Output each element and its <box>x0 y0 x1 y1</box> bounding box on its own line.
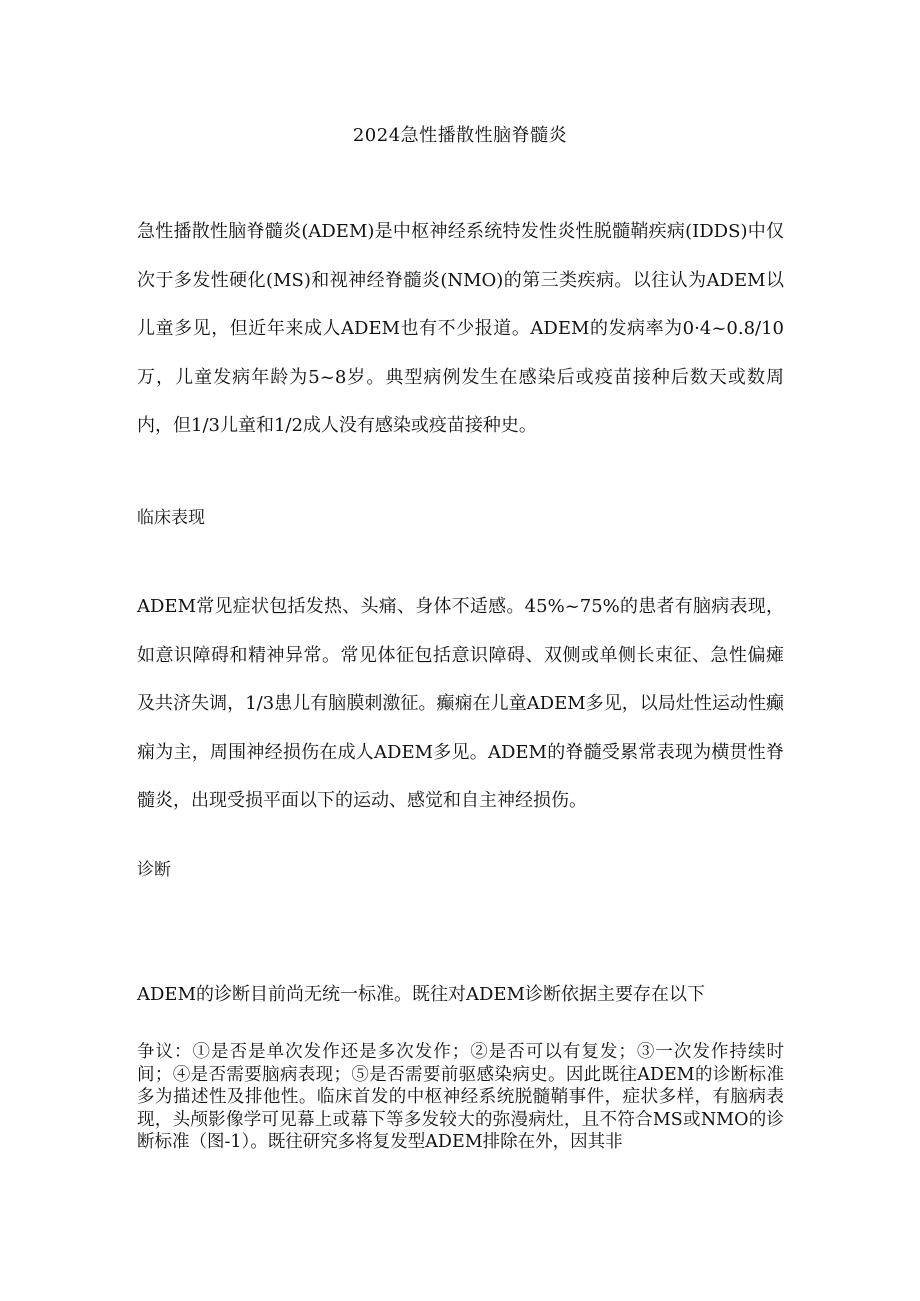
diagnosis-lead-paragraph: ADEM的诊断目前尚无统一标准。既往对ADEM诊断依据主要存在以下 <box>137 984 705 1005</box>
section-heading-diagnosis: 诊断 <box>137 860 171 880</box>
document-title: 2024急性播散性脑脊髓炎 <box>352 125 568 146</box>
clinical-paragraph: ADEM常见症状包括发热、头痛、身体不适感。45%~75%的患者有脑病表现，如意识障碍和精神异常。常见体征包括意识障碍、双侧或单侧长束征、急性偏瘫及共济失调，1/3患儿有脑膜刺激征。癫痫在儿童ADEM多见，以局灶性运动性癫痫为主，周围神经损伤在成人ADEM多见。ADEM的脊髓受累常表现为横贯性脊髓炎，出现受损平面以下的运动、感觉和自主神经损伤。 <box>137 596 784 811</box>
section-heading-clinical: 临床表现 <box>137 508 205 528</box>
intro-paragraph: 急性播散性脑脊髓炎(ADEM)是中枢神经系统特发性炎性脱髓鞘疾病(IDDS)中仅次于多发性硬化(MS)和视神经脊髓炎(NMO)的第三类疾病。以往认为ADEM以儿童多见，但近年来成人ADEM也有不少报道。ADEM的发病率为0·4~0.8/10万，儿童发病年龄为5~8岁。典型病例发生在感染后或疫苗接种后数天或数周内，但1/3儿童和1/2成人没有感染或疫苗接种史。 <box>137 221 784 436</box>
diagnosis-body-paragraph: 争议：①是否是单次发作还是多次发作；②是否可以有复发；③一次发作持续时间；④是否需要脑病表现；⑤是否需要前驱感染病史。因此既往ADEM的诊断标准多为描述性及排他性。临床首发的中枢神经系统脱髓鞘事件，症状多样，有脑病表现，头颅影像学可见幕上或幕下等多发较大的弥漫病灶，且不符合MS或NMO的诊断标准（图-1）。既往研究多将复发型ADEM排除在外，因其非 <box>137 1042 784 1152</box>
